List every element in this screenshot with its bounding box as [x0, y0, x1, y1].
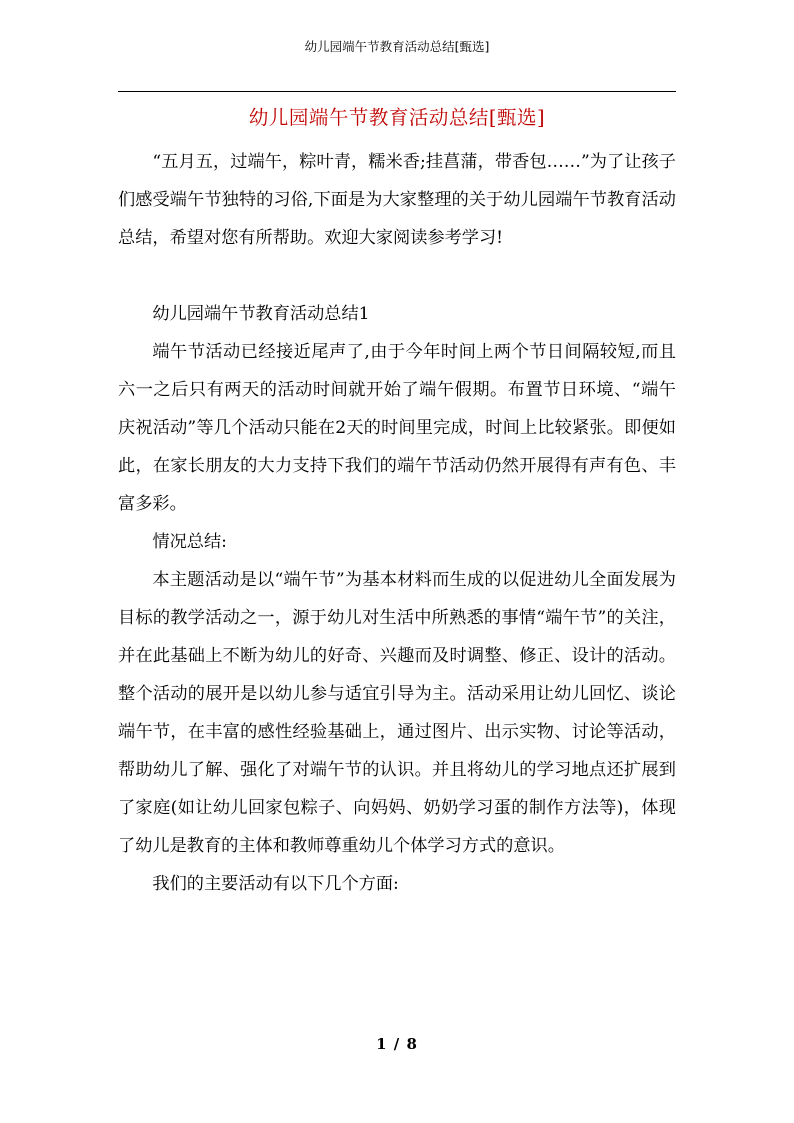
intro-paragraph: “五月五，过端午，粽叶青，糯米香;挂菖蒲，带香包……”为了让孩子们感受端午节独特的习俗,下面是为大家整理的关于幼儿园端午节教育活动总结，希望对您有所帮助。欢迎大家阅读参考学习!	[118, 152, 676, 248]
running-header: 幼儿园端午节教育活动总结[甄选]	[304, 39, 490, 54]
section-heading: 幼儿园端午节教育活动总结1	[152, 304, 370, 324]
page-number: 1 / 8	[376, 1035, 418, 1053]
header-divider	[118, 91, 676, 92]
document-body	[118, 143, 676, 903]
body-paragraph: 端午节活动已经接近尾声了,由于今年时间上两个节日间隔较短,而且六一之后只有两天的活动时间就开始了端午假期。布置节日环境、“端午庆祝活动”等几个活动只能在2天的时间里完成，时间上比较紧张。即便如此，在家长朋友的大力支持下我们的端午节活动仍然开展得有声有色、丰富多彩。	[118, 342, 676, 514]
subheading-situation-summary: 情况总结:	[152, 532, 227, 552]
paragraph-spacer	[118, 257, 676, 295]
document-title: 幼儿园端午节教育活动总结[甄选]	[248, 106, 546, 129]
body-paragraph: 本主题活动是以“端午节”为基本材料而生成的以促进幼儿全面发展为目标的教学活动之一，源于幼儿对生活中所熟悉的事情“端午节”的关注，并在此基础上不断为幼儿的好奇、兴趣而及时调整、修正、设计的活动。整个活动的展开是以幼儿参与适宜引导为主。活动采用让幼儿回忆、谈论端午节，在丰富的感性经验基础上，通过图片、出示实物、讨论等活动，帮助幼儿了解、强化了对端午节的认识。并且将幼儿的学习地点还扩展到了家庭(如让幼儿回家包粽子、向妈妈、奶奶学习蛋的制作方法等)，体现了幼儿是教育的主体和教师尊重幼儿个体学习方式的意识。	[118, 570, 676, 856]
body-paragraph: 我们的主要活动有以下几个方面:	[152, 874, 399, 894]
